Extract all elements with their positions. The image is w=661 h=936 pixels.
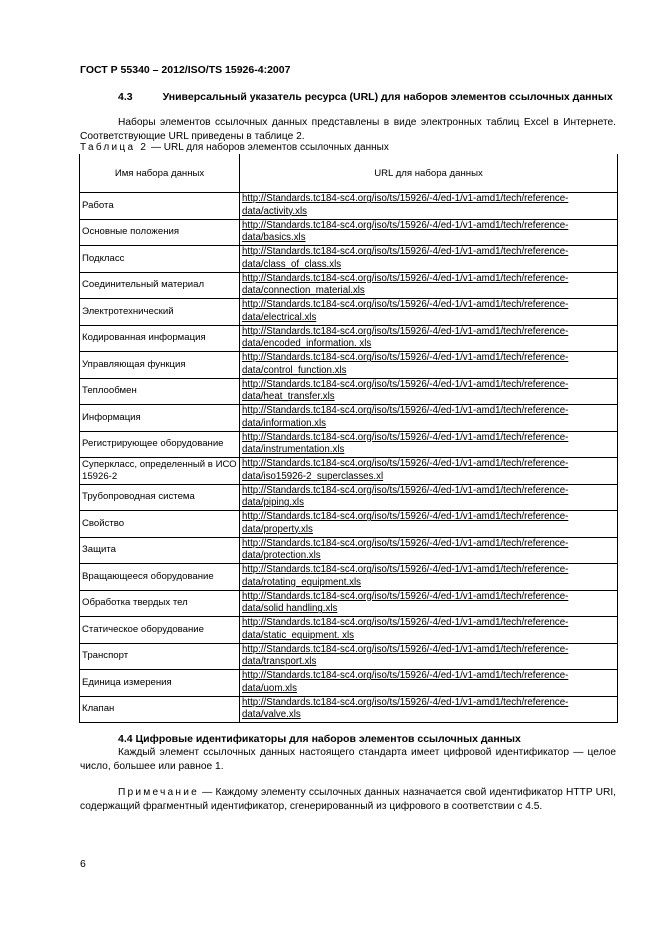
dataset-url-link-line2[interactable]: data/transport.xls: [242, 656, 317, 668]
dataset-url: [240, 643, 618, 670]
dataset-url: [240, 246, 618, 273]
dataset-url: [240, 537, 618, 564]
table-row: [80, 299, 618, 326]
table-header-row: [80, 154, 618, 193]
table-row: [80, 511, 618, 538]
dataset-url-link-line1[interactable]: http://Standards.tc184-sc4.org/iso/ts/15926/-4/ed-1/v1-amd1/tech/reference-: [242, 617, 569, 629]
dataset-url-link-line1[interactable]: http://Standards.tc184-sc4.org/iso/ts/15926/-4/ed-1/v1-amd1/tech/reference-: [242, 511, 569, 523]
dataset-url-link-line1[interactable]: http://Standards.tc184-sc4.org/iso/ts/15926/-4/ed-1/v1-amd1/tech/reference-: [242, 643, 569, 655]
dataset-url-link-line1[interactable]: http://Standards.tc184-sc4.org/iso/ts/15926/-4/ed-1/v1-amd1/tech/reference-: [242, 670, 569, 682]
dataset-name: Транспорт: [80, 643, 240, 670]
dataset-url-link-line1[interactable]: http://Standards.tc184-sc4.org/iso/ts/15926/-4/ed-1/v1-amd1/tech/reference-: [242, 378, 569, 390]
dataset-url: [240, 378, 618, 405]
section-4-3-body: Наборы элементов ссылочных данных представлены в виде электронных таблиц Excel в Интернете. Соответствующие URL приведены в таблице 2.: [80, 117, 616, 142]
dataset-url-link-line1[interactable]: http://Standards.tc184-sc4.org/iso/ts/15926/-4/ed-1/v1-amd1/tech/reference-: [242, 458, 569, 470]
dataset-name: Статическое оборудование: [80, 617, 240, 644]
dataset-url-link-line1[interactable]: http://Standards.tc184-sc4.org/iso/ts/15926/-4/ed-1/v1-amd1/tech/reference-: [242, 564, 569, 576]
table-row: [80, 696, 618, 723]
dataset-url: [240, 696, 618, 723]
section-4-3-title: [80, 91, 616, 104]
dataset-url-link-line1[interactable]: http://Standards.tc184-sc4.org/iso/ts/15926/-4/ed-1/v1-amd1/tech/reference-: [242, 325, 569, 337]
dataset-url-link-line1[interactable]: http://Standards.tc184-sc4.org/iso/ts/15926/-4/ed-1/v1-amd1/tech/reference-: [242, 272, 569, 284]
dataset-url: [240, 272, 618, 299]
dataset-name: Защита: [80, 537, 240, 564]
dataset-url: [240, 431, 618, 458]
table-row: [80, 670, 618, 697]
dataset-name: Единица измерения: [80, 670, 240, 697]
dataset-url-link-line1[interactable]: http://Standards.tc184-sc4.org/iso/ts/15926/-4/ed-1/v1-amd1/tech/reference-: [242, 219, 569, 231]
section-4-4-title: 4.4 Цифровые идентификаторы для наборов элементов ссылочных данных: [118, 733, 521, 745]
note: [80, 786, 616, 813]
dataset-url: [240, 405, 618, 432]
dataset-url: [240, 352, 618, 379]
table-row: [80, 643, 618, 670]
dataset-url-link-line2[interactable]: data/control_function.xls: [242, 364, 347, 376]
dataset-name: Соединительный материал: [80, 272, 240, 299]
dataset-url-link-line2[interactable]: data/uom.xls: [242, 682, 297, 694]
table-row: [80, 484, 618, 511]
dataset-url-link-line1[interactable]: http://Standards.tc184-sc4.org/iso/ts/15926/-4/ed-1/v1-amd1/tech/reference-: [242, 590, 569, 602]
dataset-name: Подкласс: [80, 246, 240, 273]
table-caption: [80, 142, 389, 153]
table-row: [80, 431, 618, 458]
dataset-url-link-line2[interactable]: data/heat_transfer.xls: [242, 391, 335, 403]
dataset-name: Свойство: [80, 511, 240, 538]
dataset-url-link-line2[interactable]: data/protection.xls: [242, 550, 321, 562]
table-row: [80, 564, 618, 591]
dataset-url-link-line1[interactable]: http://Standards.tc184-sc4.org/iso/ts/15926/-4/ed-1/v1-amd1/tech/reference-: [242, 537, 569, 549]
page-number: 6: [80, 858, 86, 870]
dataset-url-link-line2[interactable]: data/information.xls: [242, 417, 326, 429]
dataset-url-link-line1[interactable]: http://Standards.tc184-sc4.org/iso/ts/15926/-4/ed-1/v1-amd1/tech/reference-: [242, 352, 569, 364]
dataset-url-link-line2[interactable]: data/encoded_information. xls: [242, 338, 372, 350]
dataset-url-link-line1[interactable]: http://Standards.tc184-sc4.org/iso/ts/15926/-4/ed-1/v1-amd1/tech/reference-: [242, 431, 569, 443]
dataset-name: Электротехнический: [80, 299, 240, 326]
dataset-url: [240, 458, 618, 485]
dataset-url: [240, 670, 618, 697]
dataset-url-link-line1[interactable]: http://Standards.tc184-sc4.org/iso/ts/15926/-4/ed-1/v1-amd1/tech/reference-: [242, 696, 569, 708]
table-row: [80, 378, 618, 405]
dataset-url-link-line2[interactable]: data/iso15926-2_superclasses.xl: [242, 470, 384, 482]
dataset-name: Информация: [80, 405, 240, 432]
dataset-url-link-line2[interactable]: data/piping.xls: [242, 497, 304, 509]
document-header: ГОСТ Р 55340 – 2012/ISO/TS 15926-4:2007: [80, 64, 291, 76]
dataset-name: Управляющая функция: [80, 352, 240, 379]
dataset-url: [240, 590, 618, 617]
dataset-url-link-line1[interactable]: http://Standards.tc184-sc4.org/iso/ts/15926/-4/ed-1/v1-amd1/tech/reference-: [242, 299, 569, 311]
dataset-url-link-line1[interactable]: http://Standards.tc184-sc4.org/iso/ts/15926/-4/ed-1/v1-amd1/tech/reference-: [242, 405, 569, 417]
dataset-url: [240, 219, 618, 246]
table-row: [80, 325, 618, 352]
dataset-url-link-line1[interactable]: http://Standards.tc184-sc4.org/iso/ts/15926/-4/ed-1/v1-amd1/tech/reference-: [242, 246, 569, 258]
dataset-url-link-line2[interactable]: data/static_equipment. xls: [242, 629, 355, 641]
dataset-name: Работа: [80, 193, 240, 220]
dataset-url-link-line2[interactable]: data/class_of_class.xls: [242, 258, 342, 270]
section-4-4-body: Каждый элемент ссылочных данных настоящего стандарта имеет цифровой идентификатор — целое число, большее или равное 1.: [80, 747, 616, 772]
dataset-name: Основные положения: [80, 219, 240, 246]
dataset-url-link-line2[interactable]: data/instrumentation.xls: [242, 444, 345, 456]
dataset-name: Трубопроводная система: [80, 484, 240, 511]
table-row: [80, 352, 618, 379]
dataset-name: Обработка твердых тел: [80, 590, 240, 617]
dataset-url-link-line2[interactable]: data/basics.xls: [242, 232, 306, 244]
dataset-name: Клапан: [80, 696, 240, 723]
url-table: [79, 154, 618, 723]
note-label: Примечание: [118, 787, 199, 798]
table-row: [80, 193, 618, 220]
table-row: [80, 617, 618, 644]
table-row: [80, 458, 618, 485]
dataset-url-link-line2[interactable]: data/rotating_equipment.xls: [242, 576, 362, 588]
dataset-url-link-line2[interactable]: data/connection_material.xls: [242, 285, 365, 297]
column-header-url: URL для набора данных: [240, 154, 618, 193]
dataset-url: [240, 325, 618, 352]
table-row: [80, 219, 618, 246]
column-header-name: Имя набора данных: [80, 154, 240, 193]
dataset-url: [240, 511, 618, 538]
dataset-name: Теплообмен: [80, 378, 240, 405]
dataset-name: Вращающееся оборудование: [80, 564, 240, 591]
note-text: — Каждому элементу ссылочных данных назначается свой идентификатор HTTP URI, содержащий фрагментный идентификатор, сгенерированный из цифрового в соответствии с 4.5.: [80, 787, 616, 812]
table-row: [80, 590, 618, 617]
table-caption-text: — URL для наборов элементов ссылочных данных: [148, 142, 389, 153]
dataset-url: [240, 564, 618, 591]
dataset-name: Регистрирующее оборудование: [80, 431, 240, 458]
dataset-url: [240, 193, 618, 220]
dataset-url-link-line2[interactable]: data/valve.xls: [242, 709, 301, 721]
section-4-3-number: 4.3: [118, 91, 133, 103]
dataset-url-link-line2[interactable]: data/solid handling.xls: [242, 603, 338, 615]
table-row: [80, 537, 618, 564]
dataset-url: [240, 299, 618, 326]
dataset-url-link-line2[interactable]: data/electrical.xls: [242, 311, 317, 323]
dataset-name: Кодированная информация: [80, 325, 240, 352]
table-row: [80, 246, 618, 273]
dataset-url-link-line1[interactable]: http://Standards.tc184-sc4.org/iso/ts/15926/-4/ed-1/v1-amd1/tech/reference-: [242, 484, 569, 496]
table-row: [80, 272, 618, 299]
dataset-url-link-line2[interactable]: data/activity.xls: [242, 205, 307, 217]
section-4-3-title-text: Универсальный указатель ресурса (URL) для наборов элементов ссылочных данных: [162, 91, 613, 103]
table-row: [80, 405, 618, 432]
dataset-url-link-line1[interactable]: http://Standards.tc184-sc4.org/iso/ts/15926/-4/ed-1/v1-amd1/tech/reference-: [242, 193, 569, 205]
dataset-name: Суперкласс, определенный в ИСО 15926-2: [80, 458, 240, 485]
dataset-url: [240, 484, 618, 511]
dataset-url: [240, 617, 618, 644]
dataset-url-link-line2[interactable]: data/property.xls: [242, 523, 313, 535]
table-caption-label: Таблица 2: [80, 142, 149, 153]
